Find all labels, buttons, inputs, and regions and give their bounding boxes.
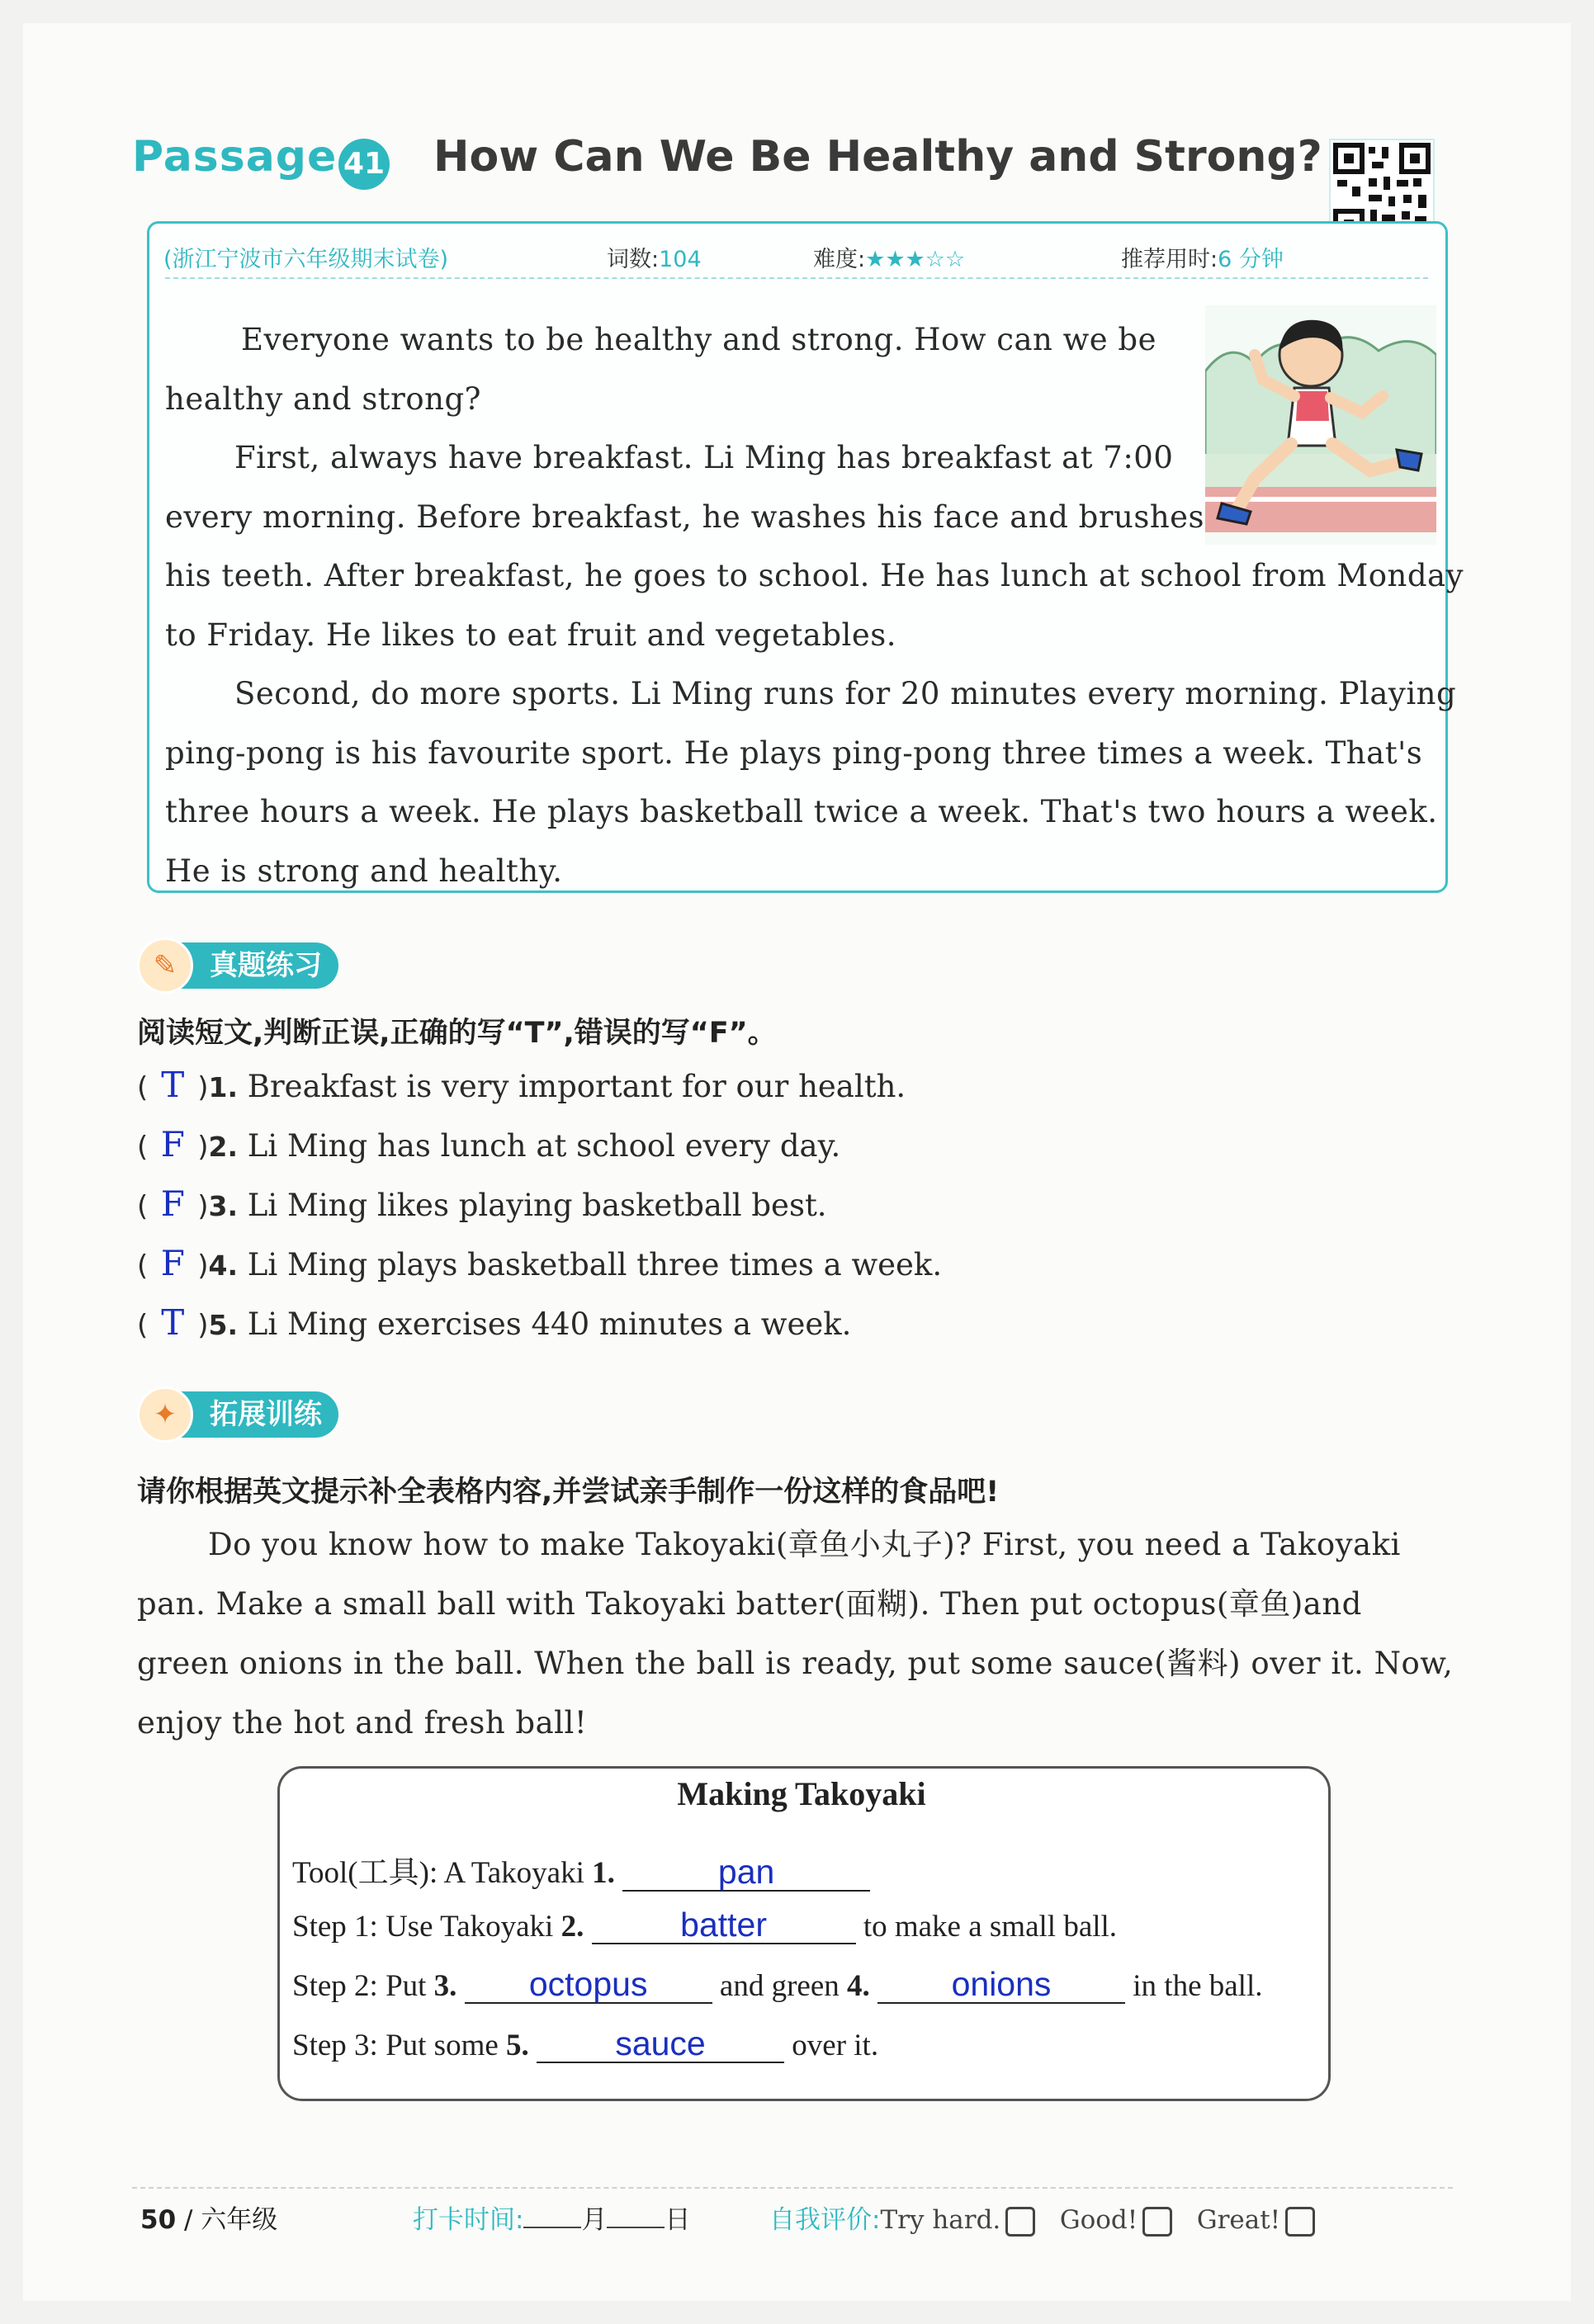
try-hard-checkbox[interactable] [1005, 2207, 1035, 2237]
self-evaluation: 自我评价:Try hard. Good! Great! [769, 2199, 1315, 2237]
tf-item-3: ( F )3. Li Ming likes playing basketball best. [137, 1183, 827, 1224]
passage-line: every morning. Before breakfast, he washes his face and brushes [165, 499, 1205, 535]
passage-line: ping-pong is his favourite sport. He plays ping-pong three times a week. That's [165, 735, 1423, 771]
great-checkbox[interactable] [1285, 2207, 1315, 2237]
blank-2[interactable]: batter [592, 1906, 856, 1944]
difficulty: 难度:★★★☆☆ [813, 247, 966, 272]
passage-line: healthy and strong? [165, 381, 481, 417]
checkin-time: 打卡时间: 月 日 [413, 2205, 691, 2235]
month-field[interactable] [523, 2227, 581, 2228]
word-count: 词数:104 [607, 247, 702, 272]
tf-item-2: ( F )2. Li Ming has lunch at school every day. [137, 1124, 841, 1164]
passage-line: to Friday. He likes to eat fruit and vegetables. [165, 617, 896, 653]
good-checkbox[interactable] [1142, 2207, 1172, 2237]
blank-1[interactable]: pan [622, 1854, 870, 1892]
difficulty-stars: ★★★☆☆ [865, 247, 966, 272]
lightbulb-icon: ✦ [137, 1386, 193, 1443]
passage-line: three hours a week. He plays basketball twice a week. That's two hours a week. [165, 794, 1438, 829]
extension-line: enjoy the hot and fresh ball! [137, 1705, 588, 1741]
tf-item-4: ( F )4. Li Ming plays basketball three times a week. [137, 1243, 943, 1283]
extension-instruction: 请你根据英文提示补全表格内容,并尝试亲手制作一份这样的食品吧! [137, 1476, 1000, 1509]
footer-divider [132, 2187, 1453, 2189]
extension-line: Do you know how to make Takoyaki(章鱼小丸子)? First, you need a Takoyaki [208, 1527, 1401, 1562]
pencil-icon: ✎ [137, 938, 193, 994]
table-row-tool: Tool(工具): A Takoyaki 1. pan [292, 1847, 870, 1892]
tf-item-1: ( T )1. Breakfast is very important for our health. [137, 1065, 906, 1105]
practice-instruction: 阅读短文,判断正误,正确的写“T”,错误的写“F”。 [137, 1017, 777, 1050]
running-boy-illustration [1205, 305, 1436, 545]
answer-3: F [160, 1183, 185, 1224]
passage-label: Passage [132, 132, 338, 182]
table-row-step3: Step 3: Put some 5. sauce over it. [292, 2024, 879, 2062]
table-title: Making Takoyaki [677, 1775, 926, 1812]
answer-5: T [161, 1302, 185, 1343]
passage-line: Everyone wants to be healthy and strong. How can we be [241, 322, 1157, 357]
blank-3[interactable]: octopus [465, 1966, 712, 2004]
table-row-step2: Step 2: Put 3. octopus and green 4. onions in the ball. [292, 1965, 1263, 2003]
table-row-step1: Step 1: Use Takoyaki 2. batter to make a small ball. [292, 1906, 1118, 1944]
tf-item-5: ( T )5. Li Ming exercises 440 minutes a week. [137, 1302, 852, 1343]
passage-line: He is strong and healthy. [165, 853, 563, 889]
page-title: How Can We Be Healthy and Strong? [433, 132, 1322, 182]
passage-number-badge: 41 [338, 139, 390, 190]
blank-4[interactable]: onions [877, 1966, 1125, 2004]
recommended-time: 推荐用时:6 分钟 [1121, 247, 1284, 272]
answer-1: T [161, 1065, 185, 1105]
section-extension-pill: 拓展训练 [140, 1391, 338, 1438]
blank-5[interactable]: sauce [537, 2025, 784, 2063]
extension-line: pan. Make a small ball with Takoyaki batter(面糊). Then put octopus(章鱼)and [137, 1586, 1362, 1622]
passage-line: his teeth. After breakfast, he goes to school. He has lunch at school from Monday [165, 558, 1464, 593]
extension-line: green onions in the ball. When the ball is ready, put some sauce(酱料) over it. Now, [137, 1646, 1454, 1681]
section-practice-pill: 真题练习 [140, 942, 338, 989]
divider [165, 277, 1428, 279]
passage-line: Second, do more sports. Li Ming runs for 20 minutes every morning. Playing [234, 676, 1457, 711]
answer-2: F [160, 1124, 185, 1164]
passage-line: First, always have breakfast. Li Ming has breakfast at 7:00 [234, 440, 1174, 475]
answer-4: F [160, 1243, 185, 1283]
page-number: 50 / 六年级 [140, 2205, 278, 2235]
source-label: (浙江宁波市六年级期末试卷) [163, 247, 449, 272]
day-field[interactable] [607, 2227, 665, 2228]
